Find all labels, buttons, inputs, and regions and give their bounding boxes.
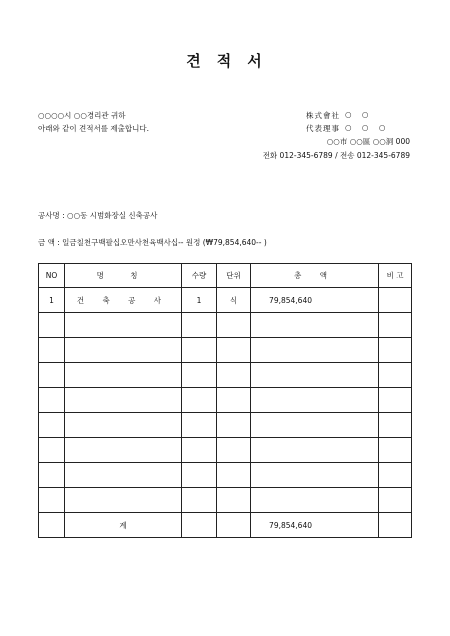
recipient: ○○○○시 ○○경리관 귀하	[38, 111, 126, 120]
cell-total	[251, 363, 379, 388]
title-char: 견	[186, 52, 203, 70]
table-row	[39, 463, 412, 488]
cell-unit	[217, 363, 251, 388]
table-row	[39, 338, 412, 363]
estimate-table	[38, 263, 412, 538]
cell-no	[39, 363, 65, 388]
table-row	[39, 488, 412, 513]
title-char: 서	[247, 52, 264, 70]
title-char: 적	[216, 52, 234, 70]
cell-total	[251, 463, 379, 488]
table-row	[39, 313, 412, 338]
cell-total	[251, 338, 379, 363]
total-row	[39, 513, 412, 538]
intro-text: 아래와 같이 견적서를 제출합니다.	[38, 124, 149, 133]
header-total: 총 액	[251, 264, 379, 288]
cell-name	[65, 388, 182, 413]
cell-note	[379, 388, 412, 413]
cell-name	[65, 463, 182, 488]
cell-total	[251, 438, 379, 463]
header-unit: 단위	[217, 264, 251, 288]
cell-note	[379, 363, 412, 388]
cell-qty	[182, 338, 217, 363]
total-unit-cell	[217, 513, 251, 538]
cell-note	[379, 413, 412, 438]
header-name: 명 칭	[65, 264, 182, 288]
table-row	[39, 413, 412, 438]
cell-total	[251, 313, 379, 338]
cell-unit: 식	[217, 288, 251, 313]
amount-line: 금 액 : 일금칠천구백팔십오만사천육백사십-- 원정 (₩79,854,640-- )	[38, 238, 267, 247]
cell-note	[379, 463, 412, 488]
project-name: 공사명 : ○○동 시범화장실 신축공사	[38, 211, 158, 220]
cell-no	[39, 488, 65, 513]
total-note-cell	[379, 513, 412, 538]
company-address: ○○市 ○○區 ○○洞 000	[326, 137, 410, 146]
representative-label: 代表理事	[306, 124, 340, 133]
cell-qty	[182, 413, 217, 438]
cell-unit	[217, 313, 251, 338]
header-no: NO	[39, 264, 65, 288]
company-block	[270, 110, 410, 149]
cell-note	[379, 438, 412, 463]
table-header-row	[39, 264, 412, 288]
cell-unit	[217, 488, 251, 513]
cell-no	[39, 438, 65, 463]
contact-numbers: 전화 012-345-6789 / 전송 012-345-6789	[262, 151, 410, 160]
cell-no: 1	[39, 288, 65, 313]
document-title	[0, 50, 450, 71]
cell-unit	[217, 413, 251, 438]
cell-name	[65, 413, 182, 438]
total-qty-cell	[182, 513, 217, 538]
table-row	[39, 388, 412, 413]
cell-no	[39, 313, 65, 338]
cell-name	[65, 363, 182, 388]
total-no-cell	[39, 513, 65, 538]
cell-no	[39, 413, 65, 438]
company-name-value: ○ ○	[345, 110, 369, 119]
cell-qty	[182, 488, 217, 513]
cell-total	[251, 388, 379, 413]
cell-no	[39, 388, 65, 413]
total-amount: 79,854,640	[251, 513, 379, 538]
cell-qty: 1	[182, 288, 217, 313]
cell-name	[65, 338, 182, 363]
cell-qty	[182, 463, 217, 488]
cell-note	[379, 488, 412, 513]
cell-qty	[182, 388, 217, 413]
cell-unit	[217, 388, 251, 413]
cell-name	[65, 488, 182, 513]
table-row	[39, 438, 412, 463]
table-row	[39, 288, 412, 313]
cell-total	[251, 413, 379, 438]
representative-value: ○ ○ ○	[345, 123, 386, 132]
cell-no	[39, 338, 65, 363]
table-row	[39, 363, 412, 388]
cell-name	[65, 438, 182, 463]
header-note: 비 고	[379, 264, 412, 288]
cell-no	[39, 463, 65, 488]
cell-qty	[182, 313, 217, 338]
company-name-label: 株式會社	[306, 111, 340, 120]
cell-note	[379, 313, 412, 338]
cell-note	[379, 338, 412, 363]
cell-total	[251, 488, 379, 513]
cell-unit	[217, 438, 251, 463]
cell-name	[65, 313, 182, 338]
cell-qty	[182, 363, 217, 388]
total-label: 계	[65, 513, 182, 538]
cell-qty	[182, 438, 217, 463]
cell-unit	[217, 463, 251, 488]
cell-name: 건 축 공 사	[65, 288, 182, 313]
header-qty: 수량	[182, 264, 217, 288]
cell-total: 79,854,640	[251, 288, 379, 313]
cell-note	[379, 288, 412, 313]
cell-unit	[217, 338, 251, 363]
